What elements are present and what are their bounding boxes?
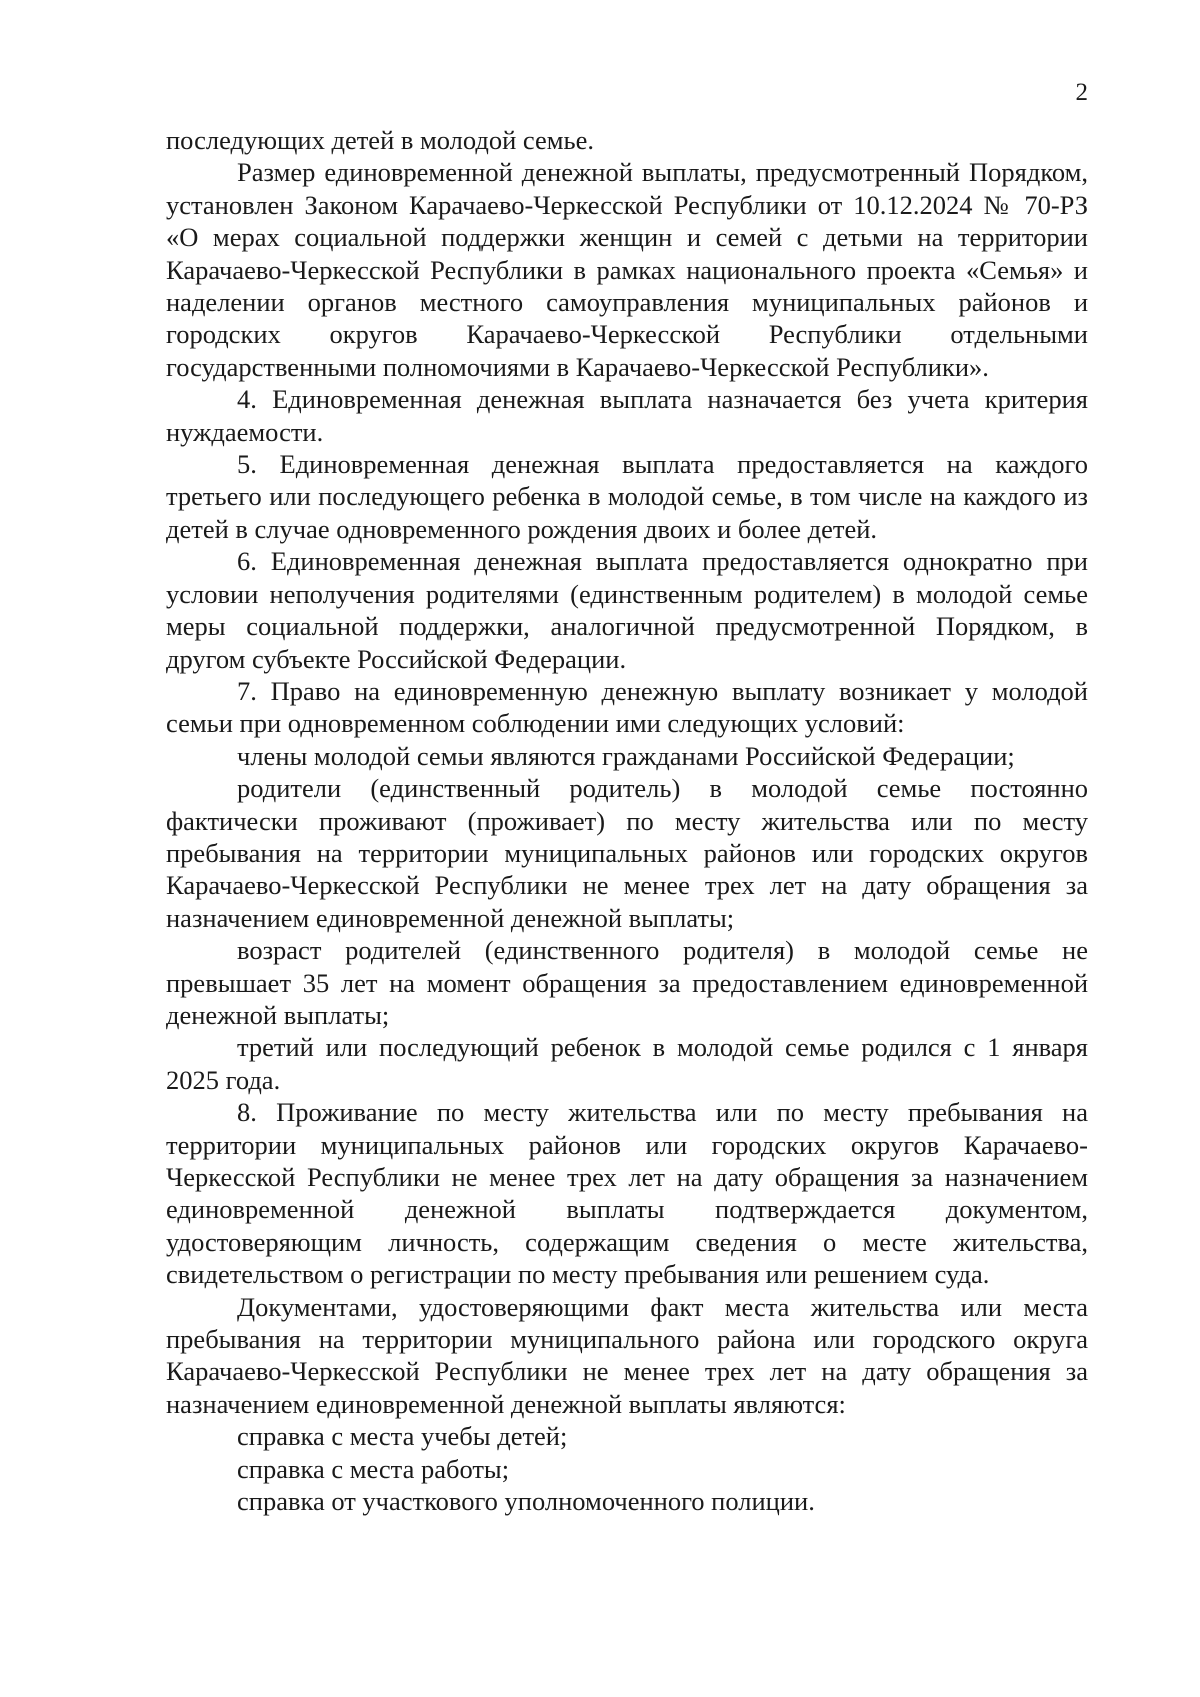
paragraph-item-7: 7. Право на единовременную денежную выплату возникает у молодой семьи при одновременном соблюдении ими следующих условий: (166, 675, 1088, 739)
document-list-item: справка с места учебы детей; (237, 1421, 568, 1452)
condition-age: возраст родителей (единственного родителя) в молодой семье не превышает 35 лет на момент обращения за предоставлением единовременной денежной выплаты; (166, 935, 1088, 1030)
paragraph-item-4: 4. Единовременная денежная выплата назначается без учета критерия нуждаемости. (166, 384, 1088, 447)
condition-residence: родители (единственный родитель) в молодой семье постоянно фактически проживают (проживает) по месту жительства или по месту пребывания на территории муниципальных районов или городских округов Карачаево-Черкесской Республики не менее трех лет на дату обращения за назначением единовременной денежной выплаты; (166, 773, 1088, 933)
document-list-item: справка с места работы; (237, 1453, 510, 1484)
condition-citizenship: члены молодой семьи являются гражданами Российской Федерации; (237, 740, 1015, 771)
condition-child-birth-date: третий или последующий ребенок в молодой семье родился с 1 января 2025 года. (166, 1032, 1088, 1095)
paragraph-payment-amount-law: Размер единовременной денежной выплаты, предусмотренный Порядком, установлен Законом Карачаево-Черкесской Республики от 10.12.2024 № 70-РЗ «О мерах социальной поддержки женщин и семей с детьми на территории Карачаево-Черкесской Республики в рамках национального проекта «Семья» и наделении органов местного самоуправления муниципальных районов и городских округов Карачаево-Черкесской Республики отдельными государственными полномочиями в Карачаево-Черкесской Республики». (166, 157, 1088, 382)
paragraph-item-6: 6. Единовременная денежная выплата предоставляется однократно при условии неполучения родителями (единственным родителем) в молодой семье меры социальной поддержки, аналогичной предусмотренной Порядком, в другом субъекте Российской Федерации. (166, 546, 1088, 674)
paragraph-item-5: 5. Единовременная денежная выплата предоставляется на каждого третьего или последующего ребенка в молодой семье, в том числе на каждого из детей в случае одновременного рождения двоих и более детей. (166, 449, 1088, 544)
paragraph-confirming-documents: Документами, удостоверяющими факт места жительства или места пребывания на территории муниципального района или городского округа Карачаево-Черкесской Республики не менее трех лет на дату обращения за назначением единовременной денежной выплаты являются: (166, 1291, 1088, 1419)
document-body (166, 124, 1088, 1517)
document-list-item: справка от участкового уполномоченного полиции. (237, 1486, 815, 1517)
paragraph-item-8: 8. Проживание по месту жительства или по месту пребывания на территории муниципальных районов или городских округов Карачаево-Черкесской Республики не менее трех лет на дату обращения за назначением единовременной денежной выплаты подтверждается документом, удостоверяющим личность, содержащим сведения о месте жительства, свидетельством о регистрации по месту пребывания или решением суда. (166, 1097, 1088, 1290)
page-number: 2 (1075, 79, 1088, 106)
paragraph-continuation: последующих детей в молодой семье. (166, 125, 595, 155)
